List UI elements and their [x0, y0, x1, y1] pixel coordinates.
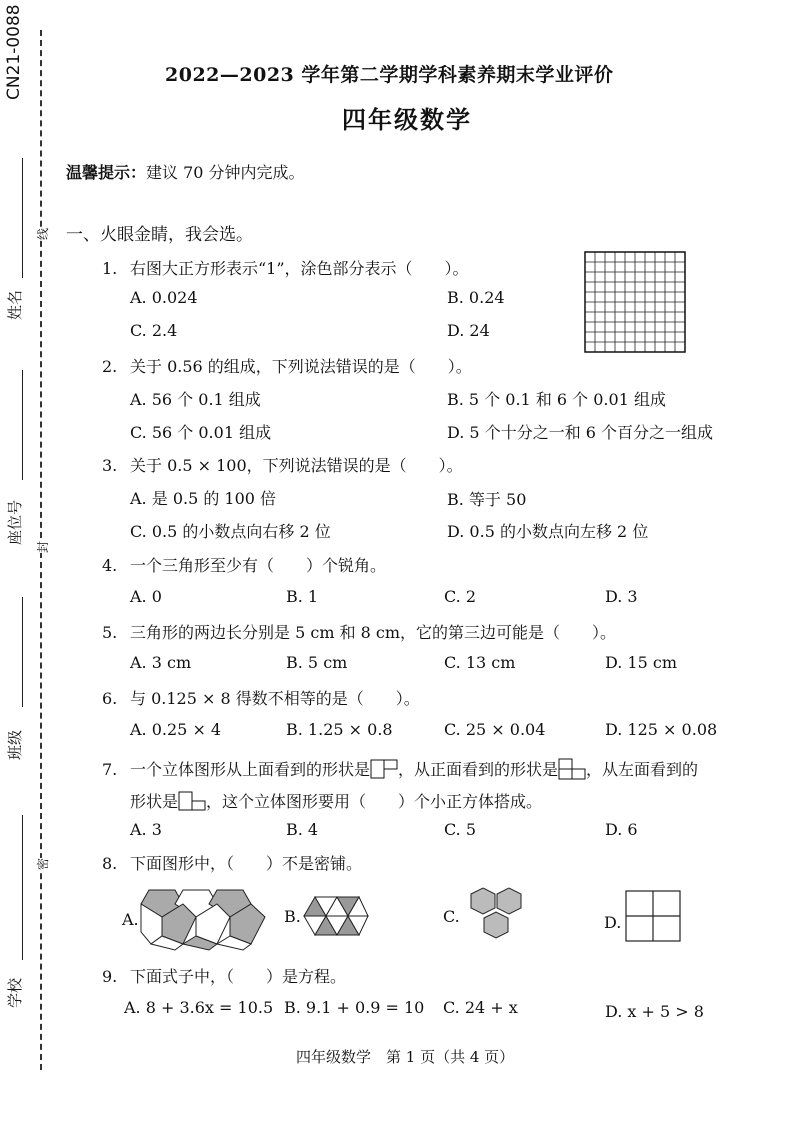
q7-option-d[interactable]: D. 6: [605, 820, 638, 839]
q6-option-c[interactable]: C. 25 × 0.04: [444, 720, 546, 739]
q9-option-d[interactable]: D. x + 5 > 8: [605, 1002, 704, 1021]
q8-option-a[interactable]: A.: [122, 910, 139, 929]
q1-option-d[interactable]: D. 24: [447, 321, 490, 340]
q7-option-b[interactable]: B. 4: [286, 820, 319, 839]
q4-option-d[interactable]: D. 3: [605, 587, 638, 606]
q2-option-c[interactable]: C. 56 个 0.01 组成: [130, 423, 272, 442]
front-view-icon: [558, 758, 586, 780]
q5-option-d[interactable]: D. 15 cm: [605, 653, 678, 672]
q5-option-a[interactable]: A. 3 cm: [130, 653, 192, 672]
q6-option-a[interactable]: A. 0.25 × 4: [130, 720, 222, 739]
question-6: 6. 与 0.125 × 8 得数不相等的是（ ）。: [102, 689, 420, 708]
q3-option-c[interactable]: C. 0.5 的小数点向右移 2 位: [130, 522, 331, 541]
question-7-line2: 形状是 ，这个立体图形要用（ ）个小正方体搭成。: [130, 792, 543, 811]
question-1: 1. 右图大正方形表示“1”，涂色部分表示（ ）。: [102, 259, 469, 278]
hundred-grid-figure: [585, 252, 685, 352]
q5-option-b[interactable]: B. 5 cm: [286, 653, 348, 672]
q9-option-b[interactable]: B. 9.1 + 0.9 = 10: [284, 998, 425, 1017]
q2-option-a[interactable]: A. 56 个 0.1 组成: [130, 390, 261, 409]
class-label: 班级: [6, 729, 24, 760]
seat-label: 座位号: [6, 499, 24, 545]
question-9: 9. 下面式子中，（ ）是方程。: [102, 967, 347, 986]
q7-option-a[interactable]: A. 3: [130, 820, 162, 839]
q2-option-d[interactable]: D. 5 个十分之一和 6 个百分之一组成: [447, 423, 714, 442]
q4-option-b[interactable]: B. 1: [286, 587, 319, 606]
question-2: 2. 关于 0.56 的组成，下列说法错误的是（ ）。: [102, 357, 472, 376]
subject-title: 四年级数学: [342, 105, 472, 134]
school-blank-line[interactable]: [22, 815, 23, 960]
q3-option-b[interactable]: B. 等于 50: [447, 490, 527, 509]
q3-option-a[interactable]: A. 是 0.5 的 100 倍: [130, 489, 277, 508]
cut-line-mark: 线: [36, 227, 50, 240]
tip-text: 建议 70 分钟内完成。: [146, 163, 305, 182]
pentagon-tiling-figure: [141, 884, 267, 950]
q8-option-b[interactable]: B.: [284, 907, 301, 926]
hexagon-gap-figure: [463, 886, 525, 944]
q4-option-c[interactable]: C. 2: [444, 587, 477, 606]
name-label: 姓名: [6, 289, 24, 320]
q5-option-c[interactable]: C. 13 cm: [444, 653, 516, 672]
tip-label: 温馨提示：: [66, 163, 147, 182]
cut-seal2-mark: 密: [36, 857, 50, 870]
tip: [66, 160, 305, 183]
cut-seal-mark: 封: [36, 540, 50, 553]
exam-title: 2022—2023 学年第二学期学科素养期末学业评价: [165, 64, 614, 86]
triangle-tiling-figure: [304, 897, 368, 935]
paper-code: CN21-0088: [4, 4, 24, 100]
name-blank-line[interactable]: [22, 158, 23, 278]
class-blank-line[interactable]: [22, 597, 23, 707]
page-footer: 四年级数学 第 1 页（共 4 页）: [296, 1048, 515, 1066]
q6-option-d[interactable]: D. 125 × 0.08: [605, 720, 718, 739]
q1-option-c[interactable]: C. 2.4: [130, 321, 178, 340]
seat-blank-line[interactable]: [22, 370, 23, 480]
question-8: 8. 下面图形中，（ ）不是密铺。: [102, 854, 363, 873]
left-view-icon: [178, 791, 206, 811]
q6-option-b[interactable]: B. 1.25 × 0.8: [286, 720, 393, 739]
top-view-icon: [370, 759, 398, 779]
q1-option-a[interactable]: A. 0.024: [130, 288, 198, 307]
q4-option-a[interactable]: A. 0: [130, 587, 162, 606]
question-3: 3. 关于 0.5 × 100，下列说法错误的是（ ）。: [102, 456, 463, 475]
q8-option-d[interactable]: D.: [604, 913, 622, 932]
q9-option-a[interactable]: A. 8 + 3.6x = 10.5: [124, 998, 274, 1017]
q1-option-b[interactable]: B. 0.24: [447, 288, 505, 307]
square-tiling-figure: [625, 890, 681, 942]
question-7: 7. 一个立体图形从上面看到的形状是 ，从正面看到的形状是 ，从左面看到的: [102, 760, 699, 779]
school-label: 学校: [6, 977, 24, 1008]
q3-option-d[interactable]: D. 0.5 的小数点向左移 2 位: [447, 522, 649, 541]
q8-option-c[interactable]: C.: [443, 907, 460, 926]
q2-option-b[interactable]: B. 5 个 0.1 和 6 个 0.01 组成: [447, 390, 666, 409]
question-5: 5. 三角形的两边长分别是 5 cm 和 8 cm，它的第三边可能是（ ）。: [102, 623, 617, 642]
section-title: 一、火眼金睛，我会选。: [66, 225, 253, 245]
q9-option-c[interactable]: C. 24 + x: [443, 998, 518, 1017]
question-4: 4. 一个三角形至少有（ ）个锐角。: [102, 556, 387, 575]
q7-option-c[interactable]: C. 5: [444, 820, 477, 839]
